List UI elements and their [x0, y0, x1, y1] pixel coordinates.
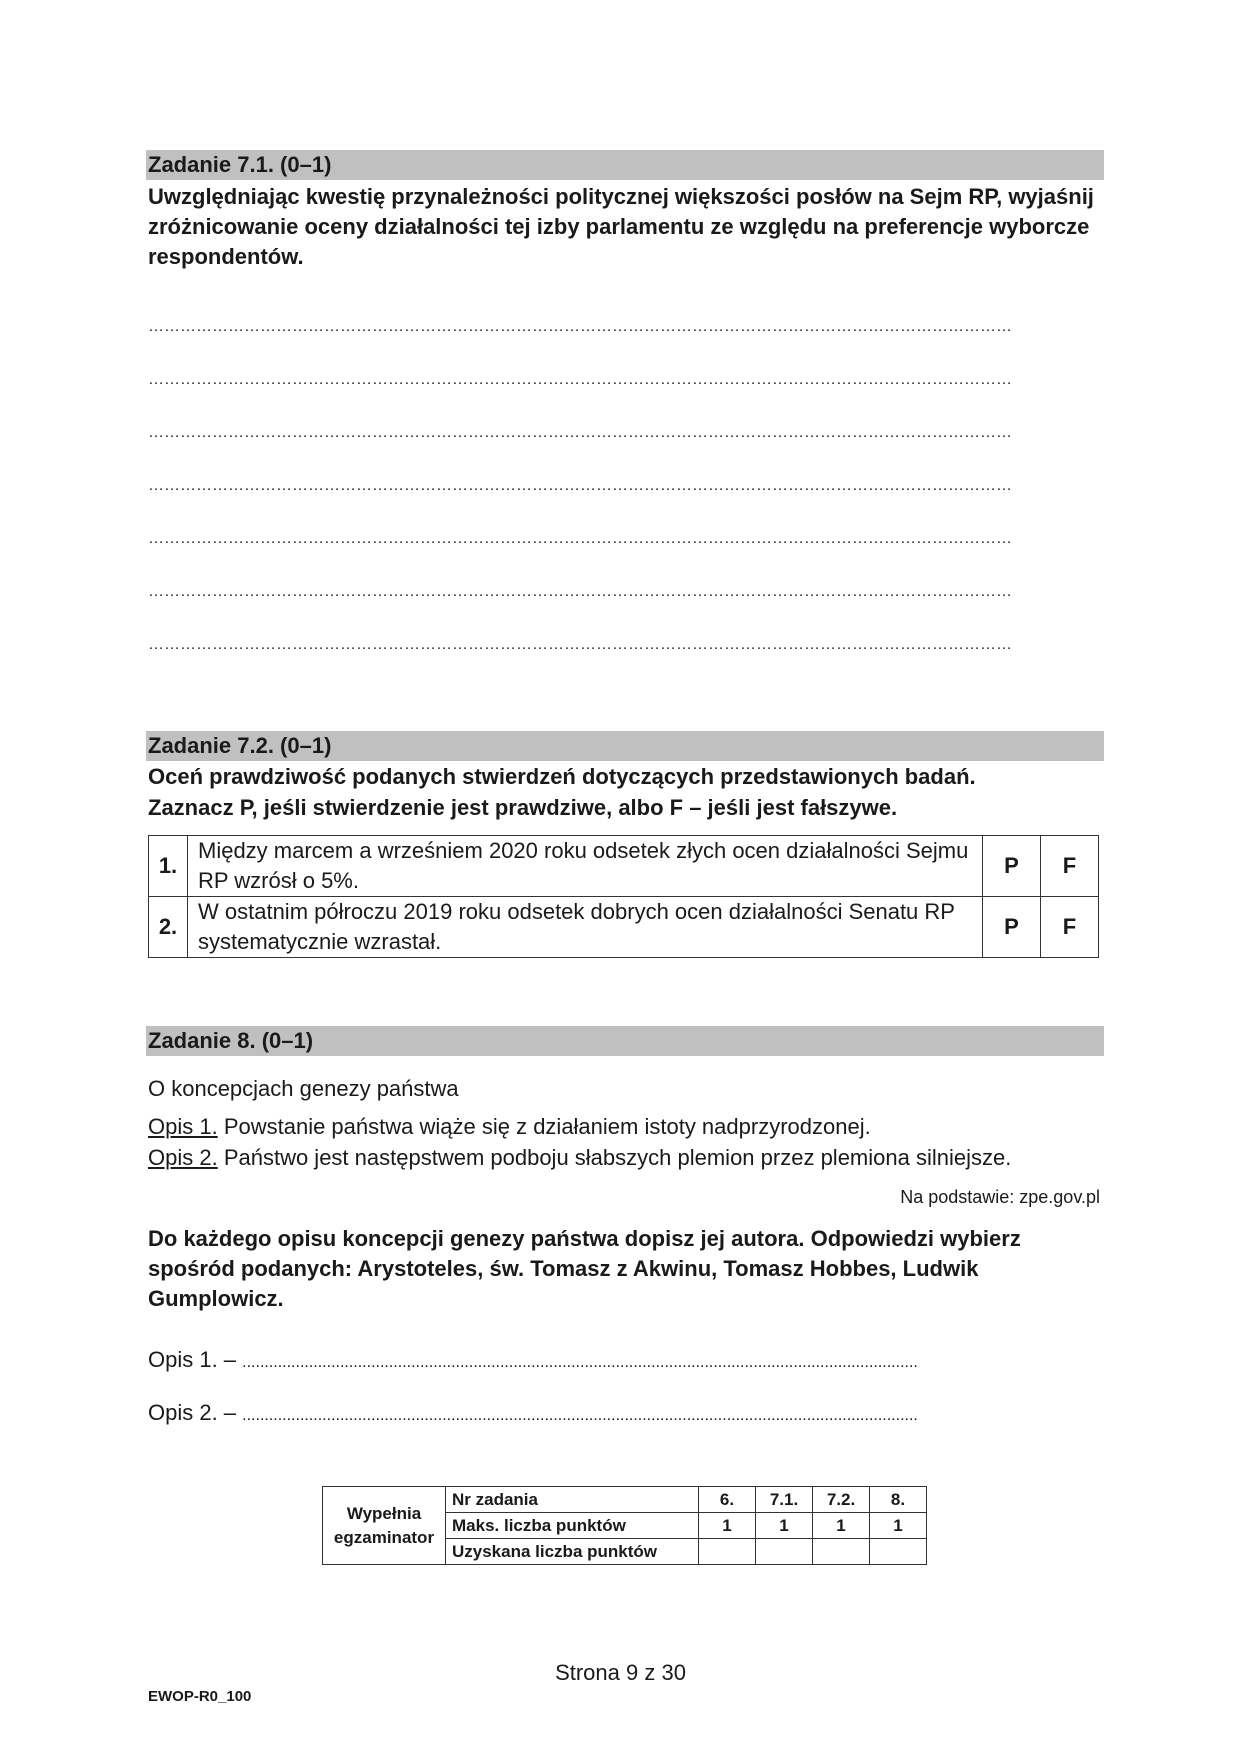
- row-label-obtained-points: Uzyskana liczba punktów: [446, 1539, 699, 1565]
- opis-2-text: Państwo jest następstwem podboju słabszych plemion przez plemiona silniejsze.: [217, 1145, 1012, 1170]
- true-false-table: [148, 835, 1099, 958]
- opis-2-label: Opis 2.: [148, 1145, 218, 1170]
- statement-text: W ostatnim półroczu 2019 roku odsetek dobrych ocen działalności Senatu RP systematycznie wzrastał.: [188, 897, 983, 958]
- task-7-1-header: Zadanie 7.1. (0–1): [146, 150, 1104, 180]
- opis-2: [148, 1143, 1011, 1173]
- option-false[interactable]: F: [1041, 897, 1099, 958]
- answer-line[interactable]: ………………………………………………………………………………………………………………………………………………: [148, 530, 1012, 547]
- option-false[interactable]: F: [1041, 836, 1099, 897]
- task-number: 7.1.: [756, 1487, 813, 1513]
- task-8-intro: O koncepcjach genezy państwa: [148, 1076, 459, 1101]
- row-label-task-number: Nr zadania: [446, 1487, 699, 1513]
- answer-1-label: Opis 1. –: [148, 1347, 243, 1372]
- answer-line[interactable]: ………………………………………………………………………………………………………………………………………………: [148, 424, 1012, 441]
- obtained-points-cell[interactable]: [813, 1539, 870, 1565]
- opis-1: [148, 1112, 871, 1142]
- statement-text: Między marcem a wrześniem 2020 roku odsetek złych ocen działalności Sejmu RP wzrósł o 5%.: [188, 836, 983, 897]
- page-number: Strona 9 z 30: [555, 1660, 686, 1685]
- answer-line[interactable]: ………………………………………………………………………………………………………………………………………………: [148, 583, 1012, 600]
- obtained-points-cell[interactable]: [699, 1539, 756, 1565]
- document-code: EWOP-R0_100: [148, 1688, 252, 1705]
- option-true[interactable]: P: [983, 836, 1041, 897]
- task-7-2-instruction-1: Oceń prawdziwość podanych stwierdzeń dotyczących przedstawionych badań.: [148, 764, 976, 789]
- answer-line[interactable]: ........................................................................................................................................................: [242, 1354, 918, 1371]
- max-points: 1: [756, 1513, 813, 1539]
- obtained-points-cell[interactable]: [756, 1539, 813, 1565]
- max-points: 1: [870, 1513, 927, 1539]
- option-true[interactable]: P: [983, 897, 1041, 958]
- answer-line[interactable]: ………………………………………………………………………………………………………………………………………………: [148, 318, 1012, 335]
- statement-number: 2.: [149, 897, 188, 958]
- opis-1-label: Opis 1.: [148, 1114, 218, 1139]
- source-note: Na podstawie: zpe.gov.pl: [900, 1187, 1100, 1207]
- answer-line[interactable]: ………………………………………………………………………………………………………………………………………………: [148, 371, 1012, 388]
- table-row: [323, 1487, 927, 1513]
- table-row: [149, 897, 1099, 958]
- answer-line[interactable]: ………………………………………………………………………………………………………………………………………………: [148, 636, 1012, 653]
- answer-line[interactable]: ........................................................................................................................................................: [242, 1407, 918, 1424]
- opis-1-text: Powstanie państwa wiąże się z działaniem istoty nadprzyrodzonej.: [217, 1114, 871, 1139]
- task-7-2-instruction-2: Zaznacz P, jeśli stwierdzenie jest prawdziwe, albo F – jeśli jest fałszywe.: [148, 795, 898, 820]
- task-7-2-header: Zadanie 7.2. (0–1): [146, 731, 1104, 761]
- answer-line[interactable]: ………………………………………………………………………………………………………………………………………………: [148, 477, 1012, 494]
- task-8-instruction: Do każdego opisu koncepcji genezy państwa dopisz jej autora. Odpowiedzi wybierz spośród podanych: Arystoteles, św. Tomasz z Akwinu, Tomasz Hobbes, Ludwik Gumplowicz.: [148, 1226, 1021, 1311]
- obtained-points-cell[interactable]: [870, 1539, 927, 1565]
- task-number: 8.: [870, 1487, 927, 1513]
- answer-row-2[interactable]: [148, 1397, 1098, 1429]
- answer-2-label: Opis 2. –: [148, 1400, 243, 1425]
- max-points: 1: [699, 1513, 756, 1539]
- task-number: 7.2.: [813, 1487, 870, 1513]
- task-number: 6.: [699, 1487, 756, 1513]
- answer-row-1[interactable]: [148, 1344, 1098, 1376]
- task-8-header: Zadanie 8. (0–1): [146, 1026, 1104, 1056]
- table-row: [149, 836, 1099, 897]
- examiner-label: Wypełnia egzaminator: [323, 1487, 446, 1565]
- statement-number: 1.: [149, 836, 188, 897]
- max-points: 1: [813, 1513, 870, 1539]
- score-table: [322, 1486, 927, 1565]
- row-label-max-points: Maks. liczba punktów: [446, 1513, 699, 1539]
- task-7-1-instruction: Uwzględniając kwestię przynależności politycznej większości posłów na Sejm RP, wyjaśnij zróżnicowanie oceny działalności tej izby parlamentu ze względu na preferencje wyborcze respondentów.: [148, 184, 1094, 269]
